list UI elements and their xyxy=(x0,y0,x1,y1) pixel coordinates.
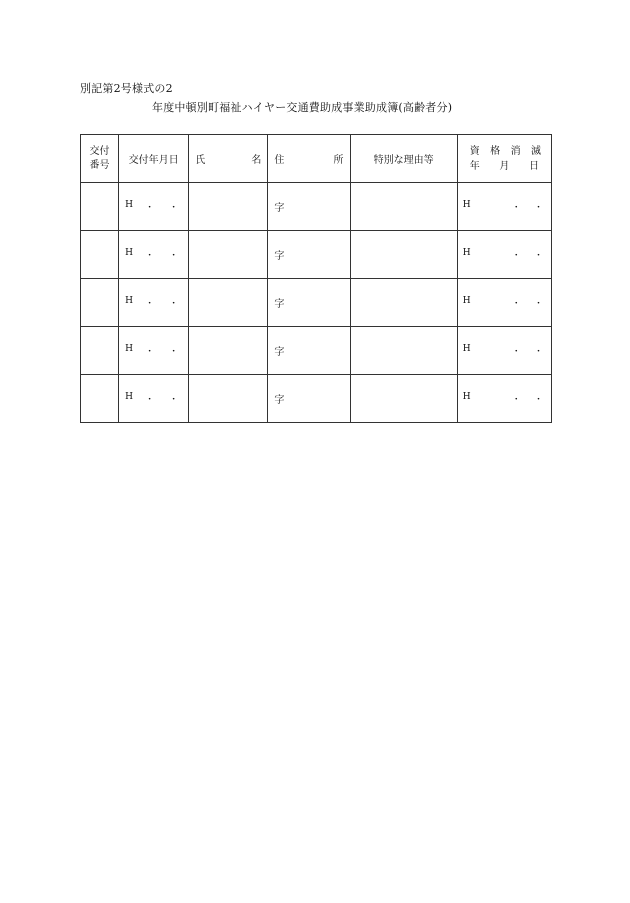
cell-name[interactable] xyxy=(189,327,268,375)
cell-issue-date[interactable]: H ・ ・ xyxy=(119,375,189,423)
cell-issue-no[interactable] xyxy=(81,327,119,375)
table-row xyxy=(81,231,552,279)
cell-special-reason[interactable] xyxy=(350,279,457,327)
cell-address[interactable]: 字 xyxy=(268,375,350,423)
cell-name[interactable] xyxy=(189,183,268,231)
table-row xyxy=(81,279,552,327)
table-row xyxy=(81,183,552,231)
header-eligibility-expiry-date: 資 格 消 滅 年 月 日 xyxy=(457,135,551,183)
cell-special-reason[interactable] xyxy=(350,183,457,231)
cell-special-reason[interactable] xyxy=(350,231,457,279)
header-issue-no: 交付 番号 xyxy=(81,135,119,183)
cell-expiry-date[interactable]: H ・ ・ xyxy=(457,375,551,423)
form-label: 別記第2号様式の2 xyxy=(80,82,173,95)
cell-issue-date[interactable]: H ・ ・ xyxy=(119,231,189,279)
cell-issue-no[interactable] xyxy=(81,375,119,423)
cell-issue-no[interactable] xyxy=(81,231,119,279)
cell-address[interactable]: 字 xyxy=(268,183,350,231)
cell-special-reason[interactable] xyxy=(350,375,457,423)
header-issue-date: 交付年月日 xyxy=(119,135,189,183)
cell-expiry-date[interactable]: H ・ ・ xyxy=(457,231,551,279)
cell-name[interactable] xyxy=(189,279,268,327)
cell-issue-no[interactable] xyxy=(81,279,119,327)
table-row xyxy=(81,375,552,423)
cell-address[interactable]: 字 xyxy=(268,231,350,279)
cell-name[interactable] xyxy=(189,375,268,423)
cell-address[interactable]: 字 xyxy=(268,279,350,327)
header-special-reason: 特別な理由等 xyxy=(350,135,457,183)
subsidy-ledger-table xyxy=(80,134,552,423)
cell-issue-date[interactable]: H ・ ・ xyxy=(119,279,189,327)
cell-expiry-date[interactable]: H ・ ・ xyxy=(457,279,551,327)
header-name: 氏 名 xyxy=(189,135,268,183)
cell-address[interactable]: 字 xyxy=(268,327,350,375)
cell-expiry-date[interactable]: H ・ ・ xyxy=(457,327,551,375)
cell-expiry-date[interactable]: H ・ ・ xyxy=(457,183,551,231)
document-title: 年度中頓別町福祉ハイヤー交通費助成事業助成簿(高齢者分) xyxy=(152,101,453,114)
cell-name[interactable] xyxy=(189,231,268,279)
cell-issue-date[interactable]: H ・ ・ xyxy=(119,327,189,375)
cell-special-reason[interactable] xyxy=(350,327,457,375)
table-header-row xyxy=(81,135,552,183)
cell-issue-date[interactable]: H ・ ・ xyxy=(119,183,189,231)
cell-issue-no[interactable] xyxy=(81,183,119,231)
table-row xyxy=(81,327,552,375)
header-address: 住 所 xyxy=(268,135,350,183)
